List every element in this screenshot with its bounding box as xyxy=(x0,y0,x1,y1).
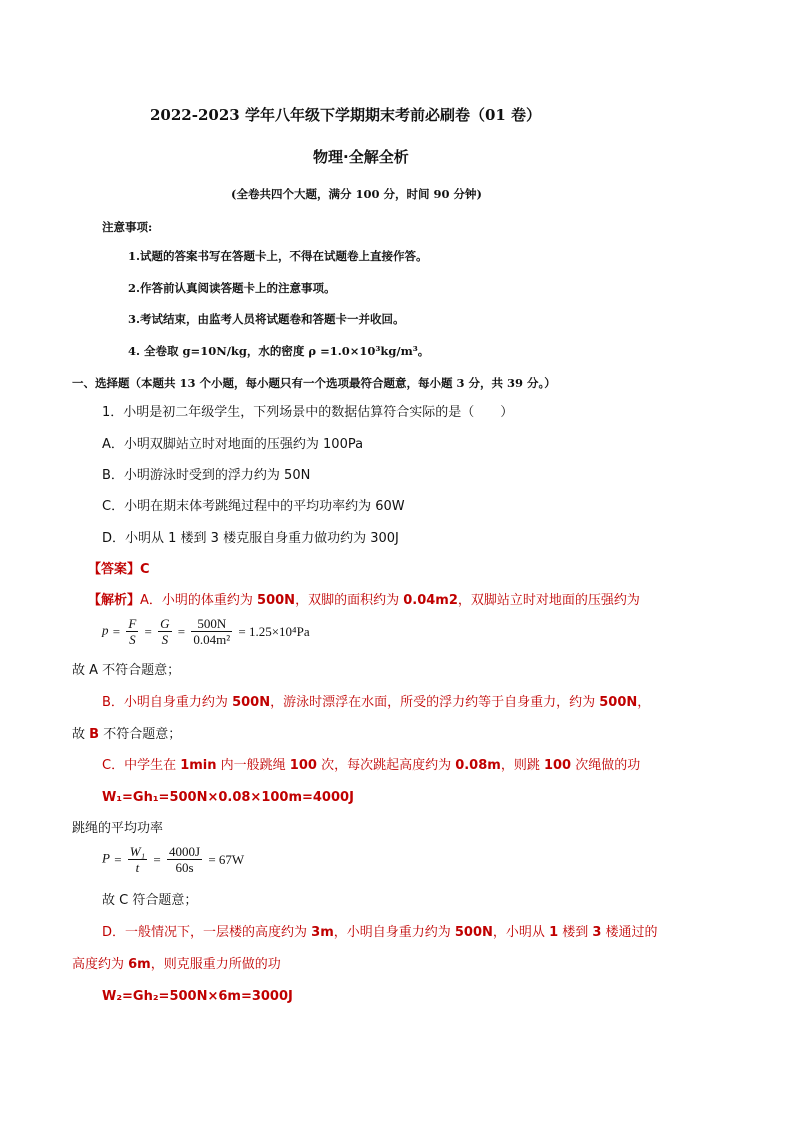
analysis-text: 不符合题意； xyxy=(99,727,182,742)
formula-symbol: p xyxy=(102,622,109,638)
formula-result: = 1.25×10⁴Pa xyxy=(238,623,310,639)
formula-op: = xyxy=(153,851,161,867)
analysis-value: 6m xyxy=(128,957,151,972)
option-d: D．小明从 1 楼到 3 楼克服自身重力做功约为 300J xyxy=(102,531,399,546)
formula-op: = xyxy=(177,623,186,639)
formula-op: = xyxy=(112,623,121,639)
analysis-text: ，小明自身重力约为 xyxy=(333,925,455,940)
analysis-value: 0.04m2 xyxy=(403,593,458,608)
analysis-b-cont xyxy=(72,726,181,744)
analysis-text: 楼通过的 xyxy=(601,925,658,940)
analysis-text: 楼到 xyxy=(558,925,593,940)
formula-fraction: $\frac{\text{W₁}}{t}$ xyxy=(129,844,146,875)
answer-label: 【答案】 xyxy=(88,562,141,577)
analysis-text: 内一般跳绳 xyxy=(216,758,290,773)
analysis-text: ，则克服重力所做的功 xyxy=(150,957,281,972)
analysis-text: B．小明自身重力约为 xyxy=(102,695,233,710)
formula-symbol: P xyxy=(102,850,110,866)
section-heading: 一、选择题（本题共 13 个小题，每小题只有一个选项最符合题意，每小题 3 分，共 39 分。） xyxy=(72,376,556,390)
analysis-text: 次，每次跳起高度约为 xyxy=(316,758,456,773)
analysis-text: 高度约为 xyxy=(72,957,129,972)
formula-fraction: $\frac{4000J}{60s}$ xyxy=(169,844,201,875)
formula-power xyxy=(102,844,245,875)
analysis-b xyxy=(102,694,650,712)
analysis-text: 次绳做的功 xyxy=(571,758,641,773)
analysis-text: ，双脚站立时对地面的压强约为 xyxy=(457,593,640,608)
work-d: W₂=Gh₂=500N×6m=3000J xyxy=(102,989,293,1004)
formula-pressure xyxy=(102,616,311,647)
analysis-value: 1min xyxy=(180,758,217,773)
option-a: A．小明双脚站立时对地面的压强约为 100Pa xyxy=(102,437,364,452)
analysis-text: 故 xyxy=(72,727,90,742)
power-label: 跳绳的平均功率 xyxy=(72,821,164,836)
analysis-text: A．小明的体重约为 xyxy=(140,593,258,608)
answer xyxy=(88,561,150,579)
analysis-text: ，游泳时漂浮在水面，所受的浮力约等于自身重力，约为 xyxy=(270,695,600,710)
analysis-value: 500N xyxy=(599,695,638,710)
analysis-value: 500N xyxy=(454,925,493,940)
work-c: W₁=Gh₁=500N×0.08×100m=4000J xyxy=(102,790,354,805)
formula-result: = 67W xyxy=(208,851,245,867)
analysis-text: D．一般情况下，一层楼的高度约为 xyxy=(102,925,312,940)
note-item: 2.作答前认真阅读答题卡上的注意事项。 xyxy=(128,281,336,295)
conclusion-c: 故 C 符合题意； xyxy=(102,893,198,908)
note-item: 4. 全卷取 g=10N/kg，水的密度 ρ =1.0×10³kg/m³。 xyxy=(128,344,430,358)
formula-op: = xyxy=(114,851,122,867)
notes-heading: 注意事项: xyxy=(102,220,153,234)
analysis-value: 100 xyxy=(543,758,572,773)
answer-value: C xyxy=(140,562,150,577)
note-item: 1.试题的答案书写在答题卡上，不得在试题卷上直接作答。 xyxy=(128,249,428,263)
analysis-d-cont xyxy=(72,956,281,974)
analysis-text: ， xyxy=(637,695,651,710)
analysis-value: 500N xyxy=(257,593,296,608)
page-subtitle: 物理·全解全析 xyxy=(313,148,409,166)
analysis-text: ，则跳 xyxy=(500,758,544,773)
analysis-value: 0.08m xyxy=(455,758,501,773)
option-c: C．小明在期末体考跳绳过程中的平均功率约为 60W xyxy=(102,499,405,514)
analysis-value: 3m xyxy=(311,925,334,940)
analysis-text: C．中学生在 xyxy=(102,758,181,773)
formula-op: = xyxy=(144,623,152,639)
analysis-value: B xyxy=(89,727,100,742)
analysis-value: 100 xyxy=(289,758,317,773)
formula-fraction: $\frac{500N}{\text{0.04m²}}$ xyxy=(193,616,231,647)
analysis-label: 【解析】 xyxy=(88,593,141,608)
exam-info: (全卷共四个大题，满分 100 分，时间 90 分钟) xyxy=(231,187,482,201)
page-title: 2022-2023 学年八年级下学期期末考前必刷卷（01 卷） xyxy=(150,106,542,124)
option-b: B．小明游泳时受到的浮力约为 50N xyxy=(102,468,311,483)
question-stem: 1．小明是初二年级学生，下列场景中的数据估算符合实际的是（ ） xyxy=(102,405,514,420)
analysis-value: 3 xyxy=(592,925,602,940)
analysis-value: 500N xyxy=(232,695,271,710)
analysis-text: ，小明从 xyxy=(492,925,550,940)
analysis-value: 1 xyxy=(549,925,559,940)
analysis-d xyxy=(102,924,658,942)
analysis-c xyxy=(102,757,640,775)
note-item: 3.考试结束，由监考人员将试题卷和答题卡一并收回。 xyxy=(128,312,405,326)
analysis-a xyxy=(88,592,640,610)
conclusion-a: 故 A 不符合题意； xyxy=(72,663,181,678)
formula-fraction: $\frac{G}{S}$ xyxy=(160,616,170,647)
analysis-text: ，双脚的面积约为 xyxy=(295,593,404,608)
formula-fraction: $\frac{F}{S}$ xyxy=(128,616,137,647)
